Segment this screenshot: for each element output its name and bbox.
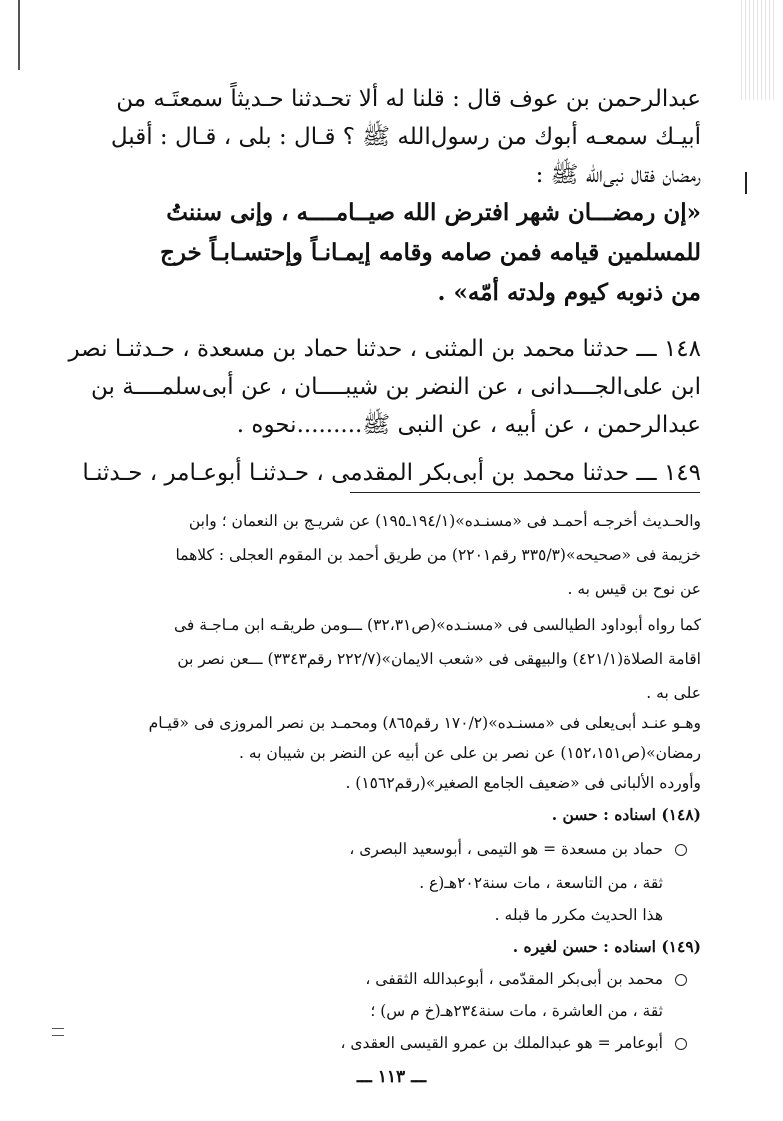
- narrator-148-line-3: هذا الحديث مكرر ما قبله .: [494, 906, 663, 924]
- isnad-149: (١٤٩) اسناده : حسن لغيره .: [512, 937, 701, 956]
- narrator-148-line-2: ثقة ، من التاسعة ، مات سنة٢٠٢هـ(ع .: [419, 874, 663, 892]
- scan-edge-left: [18, 0, 20, 70]
- margin-mark: [745, 172, 747, 194]
- entry-148-line-1: ١٤٨ ـــ حدثنا محمد بن المثنى ، حدثنا حماد بن مسعدة ، حـدثنـا نصر: [68, 336, 701, 362]
- footnote-line-1: والحـديث أخرجـه أحمـد فى «مسنـده»(١٩٤/١ـ١٩٥) عن شريـج بن النعمان ؛ وابن: [188, 512, 701, 530]
- scan-edge-right: [741, 0, 775, 100]
- footnote-line-9: وأورده الألبانى فى «ضعيف الجامع الصغير»(رقم١٥٦٢) .: [345, 774, 701, 792]
- footnote-line-8: رمضان»(ص١٥٢،١٥١) عن نصر بن على عن أبيه عن النضر بن شيبان به .: [238, 744, 701, 762]
- margin-equals-mark: [52, 1028, 64, 1036]
- isnad-148: (١٤٨) اسناده : حسن .: [551, 805, 701, 824]
- intro-line-3: رمضان فقال نبى‌الله ﷺ :: [535, 162, 701, 188]
- narrator-149a-line-2: ثقة ، من العاشرة ، مات سنة٢٣٤هـ(خ م س) ؛: [370, 1002, 663, 1020]
- bullet-icon: [675, 974, 687, 986]
- intro-line-2: أبيـك سمعـه أبوك من رسول‌الله ﷺ ؟ قـال : بلى ، قـال : أقبل: [110, 124, 701, 150]
- intro-line-1: عبدالرحمن بن عوف قال : قلنا له ألا تحـدثنا حـديثاً سمعتَـه من: [116, 86, 701, 112]
- narrator-149a-line-1: محمد بن أبى‌بكر المقدّمى ، أبوعبدالله الثقفى ،: [365, 966, 687, 992]
- bullet-icon: [675, 844, 687, 856]
- narrator-149b-line-1: أبوعامر = هو عبدالملك بن عمرو القيسى العقدى ،: [340, 1030, 687, 1056]
- footnote-line-4: كما رواه أبوداود الطيالسى فى «مسنـده»(ص٣٢،٣١) ـــومن طريقـه ابن مـاجـة فى: [174, 616, 701, 634]
- page-number: ـــ ١١٣ ـــ: [356, 1067, 427, 1087]
- footnote-separator: [350, 492, 700, 493]
- footnote-line-2: خزيمة فى «صحيحه»(٣٣٥/٣ رقم٢٢٠١) من طريق أحمد بن المقوم العجلى : كلاهما: [175, 546, 701, 564]
- entry-148-line-3: عبدالرحمن ، عن أبيه ، عن النبى ﷺ.........نحوه .: [236, 412, 701, 438]
- footnote-line-7: وهـو عنـد أبى‌يعلى فى «مسنـده»(١٧٠/٢ رقم٨٦٥) ومحمـد بن نصر المروزى فى «قيـام: [148, 714, 701, 732]
- entry-149-line-1: ١٤٩ ـــ حدثنا محمد بن أبى‌بكر المقدمى ، حـدثنـا أبوعـامر ، حـدثنـا: [82, 460, 701, 486]
- narrator-148-line-1: حماد بن مسعدة = هو التيمى ، أبوسعيد البصرى ،: [349, 836, 687, 862]
- entry-148-line-2: ابن على‌الجـــدانى ، عن النضر بن شيبــــان ، عن أبى‌سلمــــة بن: [91, 374, 701, 400]
- hadith-line-2: للمسلمين قيامه فمن صامه وقامه إيمـانـاً وإحتسـابـاً خرج: [160, 239, 701, 266]
- footnote-line-5: اقامة الصلاة(٤٢١/١) والبيهقى فى «شعب الايمان»(٢٢٢/٧ رقم٣٣٤٣) ـــعن نصر بن: [177, 650, 701, 668]
- bullet-icon: [675, 1038, 687, 1050]
- hadith-line-1: «إن رمضـــان شهر افترض الله صيــامــــه ، وإنى سننتُ: [166, 199, 701, 226]
- footnote-line-3: عن نوح بن قيس به .: [567, 580, 701, 598]
- hadith-line-3: من ذنوبه كيوم ولدته أمّه» .: [437, 279, 701, 306]
- footnote-line-6: على به .: [646, 684, 701, 702]
